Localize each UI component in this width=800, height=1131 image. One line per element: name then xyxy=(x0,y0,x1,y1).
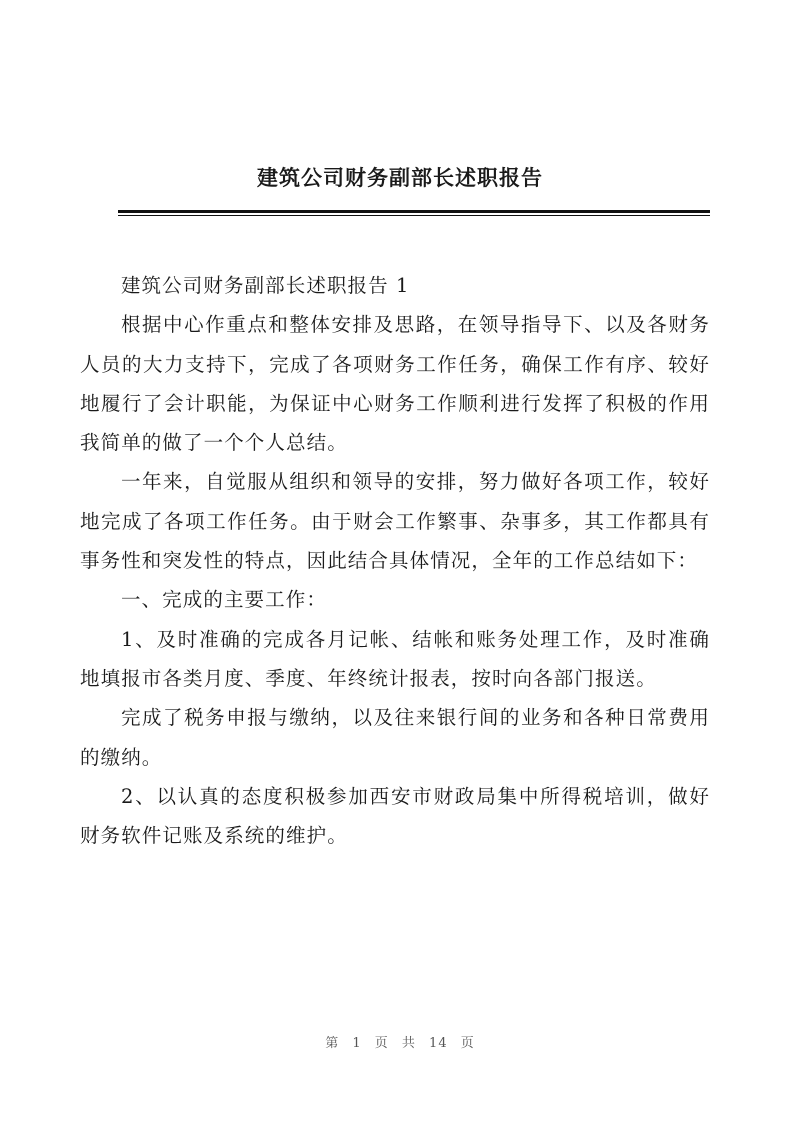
section-heading: 建筑公司财务副部长述职报告 1 xyxy=(120,274,410,297)
list-heading: 一、完成的主要工作： xyxy=(120,588,327,612)
body-paragraph: 完成了税务申报与缴纳，以及往来银行间的业务和各种日常费用的缴纳。 xyxy=(80,706,710,769)
title-divider-thin xyxy=(118,215,710,216)
body-paragraph: 一年来，自觉服从组织和领导的安排，努力做好各项工作，较好地完成了各项工作任务。由于财会工作繁事、杂事多，其工作都具有事务性和突发性的特点，因此结合具体情况，全年的工作总结如下： xyxy=(80,470,710,573)
title-divider xyxy=(118,210,710,213)
page-number-footer: 第 1 页 共 14 页 xyxy=(325,1036,475,1051)
list-item: 1、及时准确的完成各月记帐、结帐和账务处理工作，及时准确地填报市各类月度、季度、年终统计报表，按时向各部门报送。 xyxy=(80,627,710,690)
list-item: 2、以认真的态度积极参加西安市财政局集中所得税培训，做好财务软件记账及系统的维护。 xyxy=(80,784,710,848)
document-body xyxy=(80,266,710,855)
body-paragraph: 根据中心作重点和整体安排及思路，在领导指导下、以及各财务人员的大力支持下，完成了各项财务工作任务，确保工作有序、较好地履行了会计职能，为保证中心财务工作顺利进行发挥了积极的作用我简单的做了一个个人总结。 xyxy=(80,313,710,455)
document-title: 建筑公司财务副部长述职报告 xyxy=(257,165,543,190)
